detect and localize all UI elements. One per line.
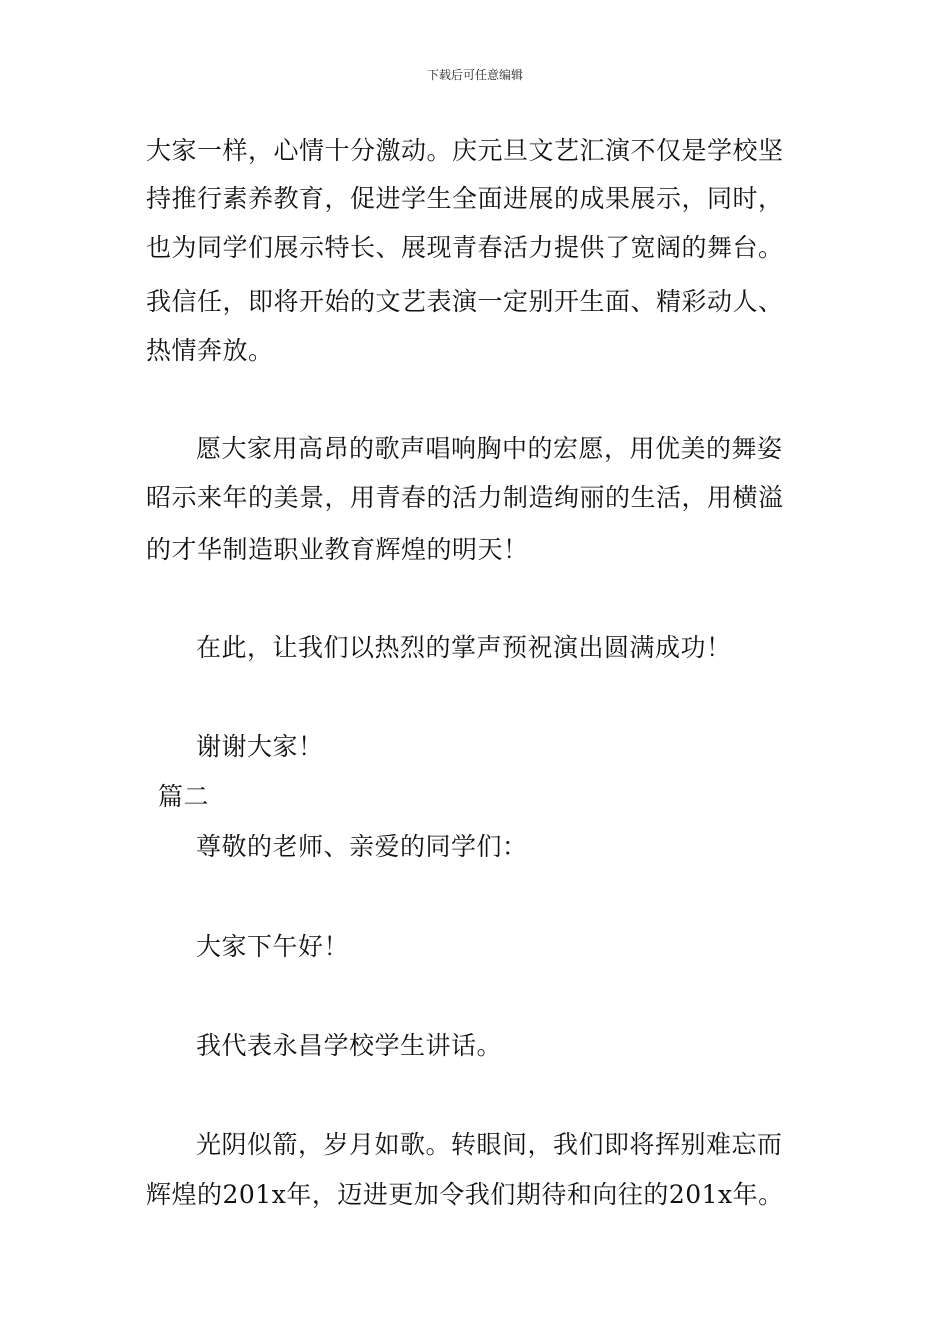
page-header: 下载后可任意编辑 <box>426 68 523 82</box>
paragraph-3-line-1: 在此，让我们以热烈的掌声预祝演出圆满成功！ <box>196 633 732 662</box>
paragraph-1-line-2: 持推行素养教育，促进学生全面进展的成果展示，同时， <box>146 184 784 213</box>
paragraph-2-line-3: 的才华制造职业教育辉煌的明天！ <box>146 535 529 564</box>
paragraph-1-line-5: 热情奔放。 <box>146 336 274 365</box>
paragraph-9-line-2: 辉煌的201x年，迈进更加令我们期待和向往的201x年。 <box>146 1180 784 1209</box>
salutation: 尊敬的老师、亲爱的同学们： <box>196 832 528 861</box>
speaker-intro: 我代表永昌学校学生讲话。 <box>196 1031 503 1060</box>
greeting: 大家下午好！ <box>196 932 350 961</box>
paragraph-2-line-1: 愿大家用高昂的歌声唱响胸中的宏愿，用优美的舞姿 <box>196 434 783 463</box>
paragraph-2-line-2: 昭示来年的美景，用青春的活力制造绚丽的生活，用横溢 <box>146 483 784 512</box>
paragraph-1-line-3: 也为同学们展示特长、展现青春活力提供了宽阔的舞台。 <box>146 233 784 262</box>
closing-thanks: 谢谢大家！ <box>196 732 324 761</box>
paragraph-9-line-1: 光阴似箭，岁月如歌。转眼间，我们即将挥别难忘而 <box>196 1130 783 1159</box>
section-heading: 篇二 <box>158 782 210 811</box>
paragraph-1-line-4: 我信任，即将开始的文艺表演一定别开生面、精彩动人、 <box>146 287 784 316</box>
paragraph-1-line-1: 大家一样，心情十分激动。庆元旦文艺汇演不仅是学校坚 <box>146 136 784 165</box>
